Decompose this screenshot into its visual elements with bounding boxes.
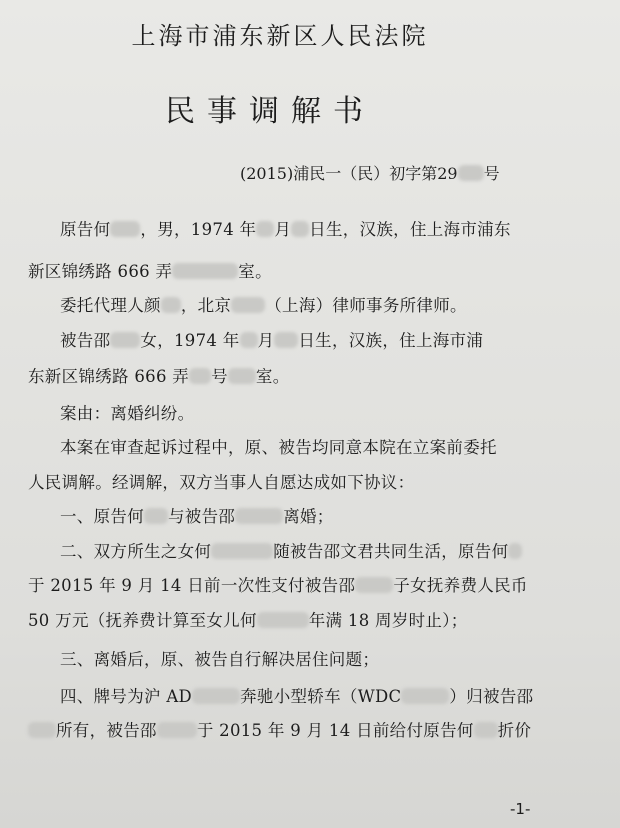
text: 委托代理人颜 [60, 296, 161, 315]
redaction [474, 722, 498, 738]
document-title: 民事调解书 [165, 94, 375, 129]
text: 折价 [497, 721, 532, 740]
case-number [240, 161, 500, 184]
defendant-line-1 [60, 327, 590, 351]
redaction [161, 297, 181, 313]
text: 于 2015 年 9 月 14 日前一次性支付被告邵 [28, 576, 356, 595]
redaction [211, 543, 273, 559]
redaction [458, 165, 484, 181]
redaction [355, 577, 393, 593]
redaction [508, 543, 522, 559]
redaction [144, 508, 168, 524]
text: 离婚； [283, 507, 334, 526]
redaction [110, 221, 140, 237]
redaction [291, 221, 309, 237]
clause-4-line-1 [60, 683, 590, 707]
redaction [257, 612, 309, 628]
clause-2-line-3 [28, 607, 588, 631]
redaction [192, 688, 240, 704]
plaintiff-line-2 [28, 258, 588, 282]
text: ，北京 [180, 296, 232, 315]
court-name: 上海市浦东新区人民法院 [131, 22, 429, 50]
text: 一、原告何 [60, 507, 144, 526]
text: 东新区锦绣路 666 弄 [28, 367, 190, 386]
clause-2-line-2 [28, 572, 588, 596]
redaction [228, 368, 256, 384]
text: 月 [274, 220, 292, 239]
text: 女，1974 年 [140, 331, 240, 350]
text: 室。 [255, 367, 290, 386]
page-number: -1- [510, 800, 531, 818]
text: 奔驰小型轿车（WDC [240, 687, 402, 706]
redaction [401, 688, 449, 704]
case-number-prefix: (2015)浦民一（民）初字第29 [240, 164, 458, 183]
text: 子女抚养费人民币 [393, 576, 528, 595]
text: 50 万元（抚养费计算至女儿何 [28, 611, 257, 630]
cause-line: 案由：离婚纠纷。 [60, 404, 195, 423]
redaction [189, 368, 211, 384]
paragraph-line-2: 人民调解。经调解，双方当事人自愿达成如下协议： [28, 473, 415, 492]
text: 新区锦绣路 666 弄 [28, 262, 173, 281]
text: （上海）律师事务所律师。 [265, 296, 467, 315]
clause-2-line-1 [60, 538, 590, 562]
text: 日生，汉族，住上海市浦 [298, 331, 484, 350]
redaction [274, 332, 298, 348]
redaction [240, 332, 258, 348]
text: 原告何 [60, 220, 111, 239]
redaction [28, 722, 56, 738]
redaction [157, 722, 197, 738]
clause-3: 三、离婚后，原、被告自行解决居住问题； [60, 650, 380, 669]
redaction [235, 508, 283, 524]
redaction [172, 263, 238, 279]
text: 号 [211, 367, 228, 386]
text: 日生，汉族，住上海市浦东 [309, 220, 511, 239]
redaction [110, 332, 140, 348]
text: 年满 18 周岁时止）； [308, 611, 468, 630]
text: 所有，被告邵 [56, 721, 157, 740]
text: 四、牌号为沪 AD [60, 687, 193, 706]
text: ）归被告邵 [449, 687, 534, 706]
agent-line [60, 292, 590, 316]
text: 于 2015 年 9 月 14 日前给付原告何 [196, 721, 474, 740]
text: 室。 [238, 262, 272, 281]
text: 月 [257, 331, 275, 350]
clause-1 [60, 503, 590, 527]
text: ，男，1974 年 [140, 220, 257, 239]
text: 与被告邵 [168, 507, 236, 526]
plaintiff-line-1 [60, 216, 590, 240]
text: 被告邵 [60, 331, 111, 350]
redaction [256, 221, 274, 237]
redaction [231, 297, 265, 313]
case-number-suffix: 号 [483, 164, 500, 183]
defendant-line-2 [28, 363, 588, 387]
text: 随被告邵文君共同生活，原告何 [273, 542, 509, 561]
paragraph-line-1: 本案在审查起诉过程中，原、被告均同意本院在立案前委托 [60, 438, 497, 457]
text: 二、双方所生之女何 [60, 542, 212, 561]
clause-4-line-2 [28, 717, 588, 741]
